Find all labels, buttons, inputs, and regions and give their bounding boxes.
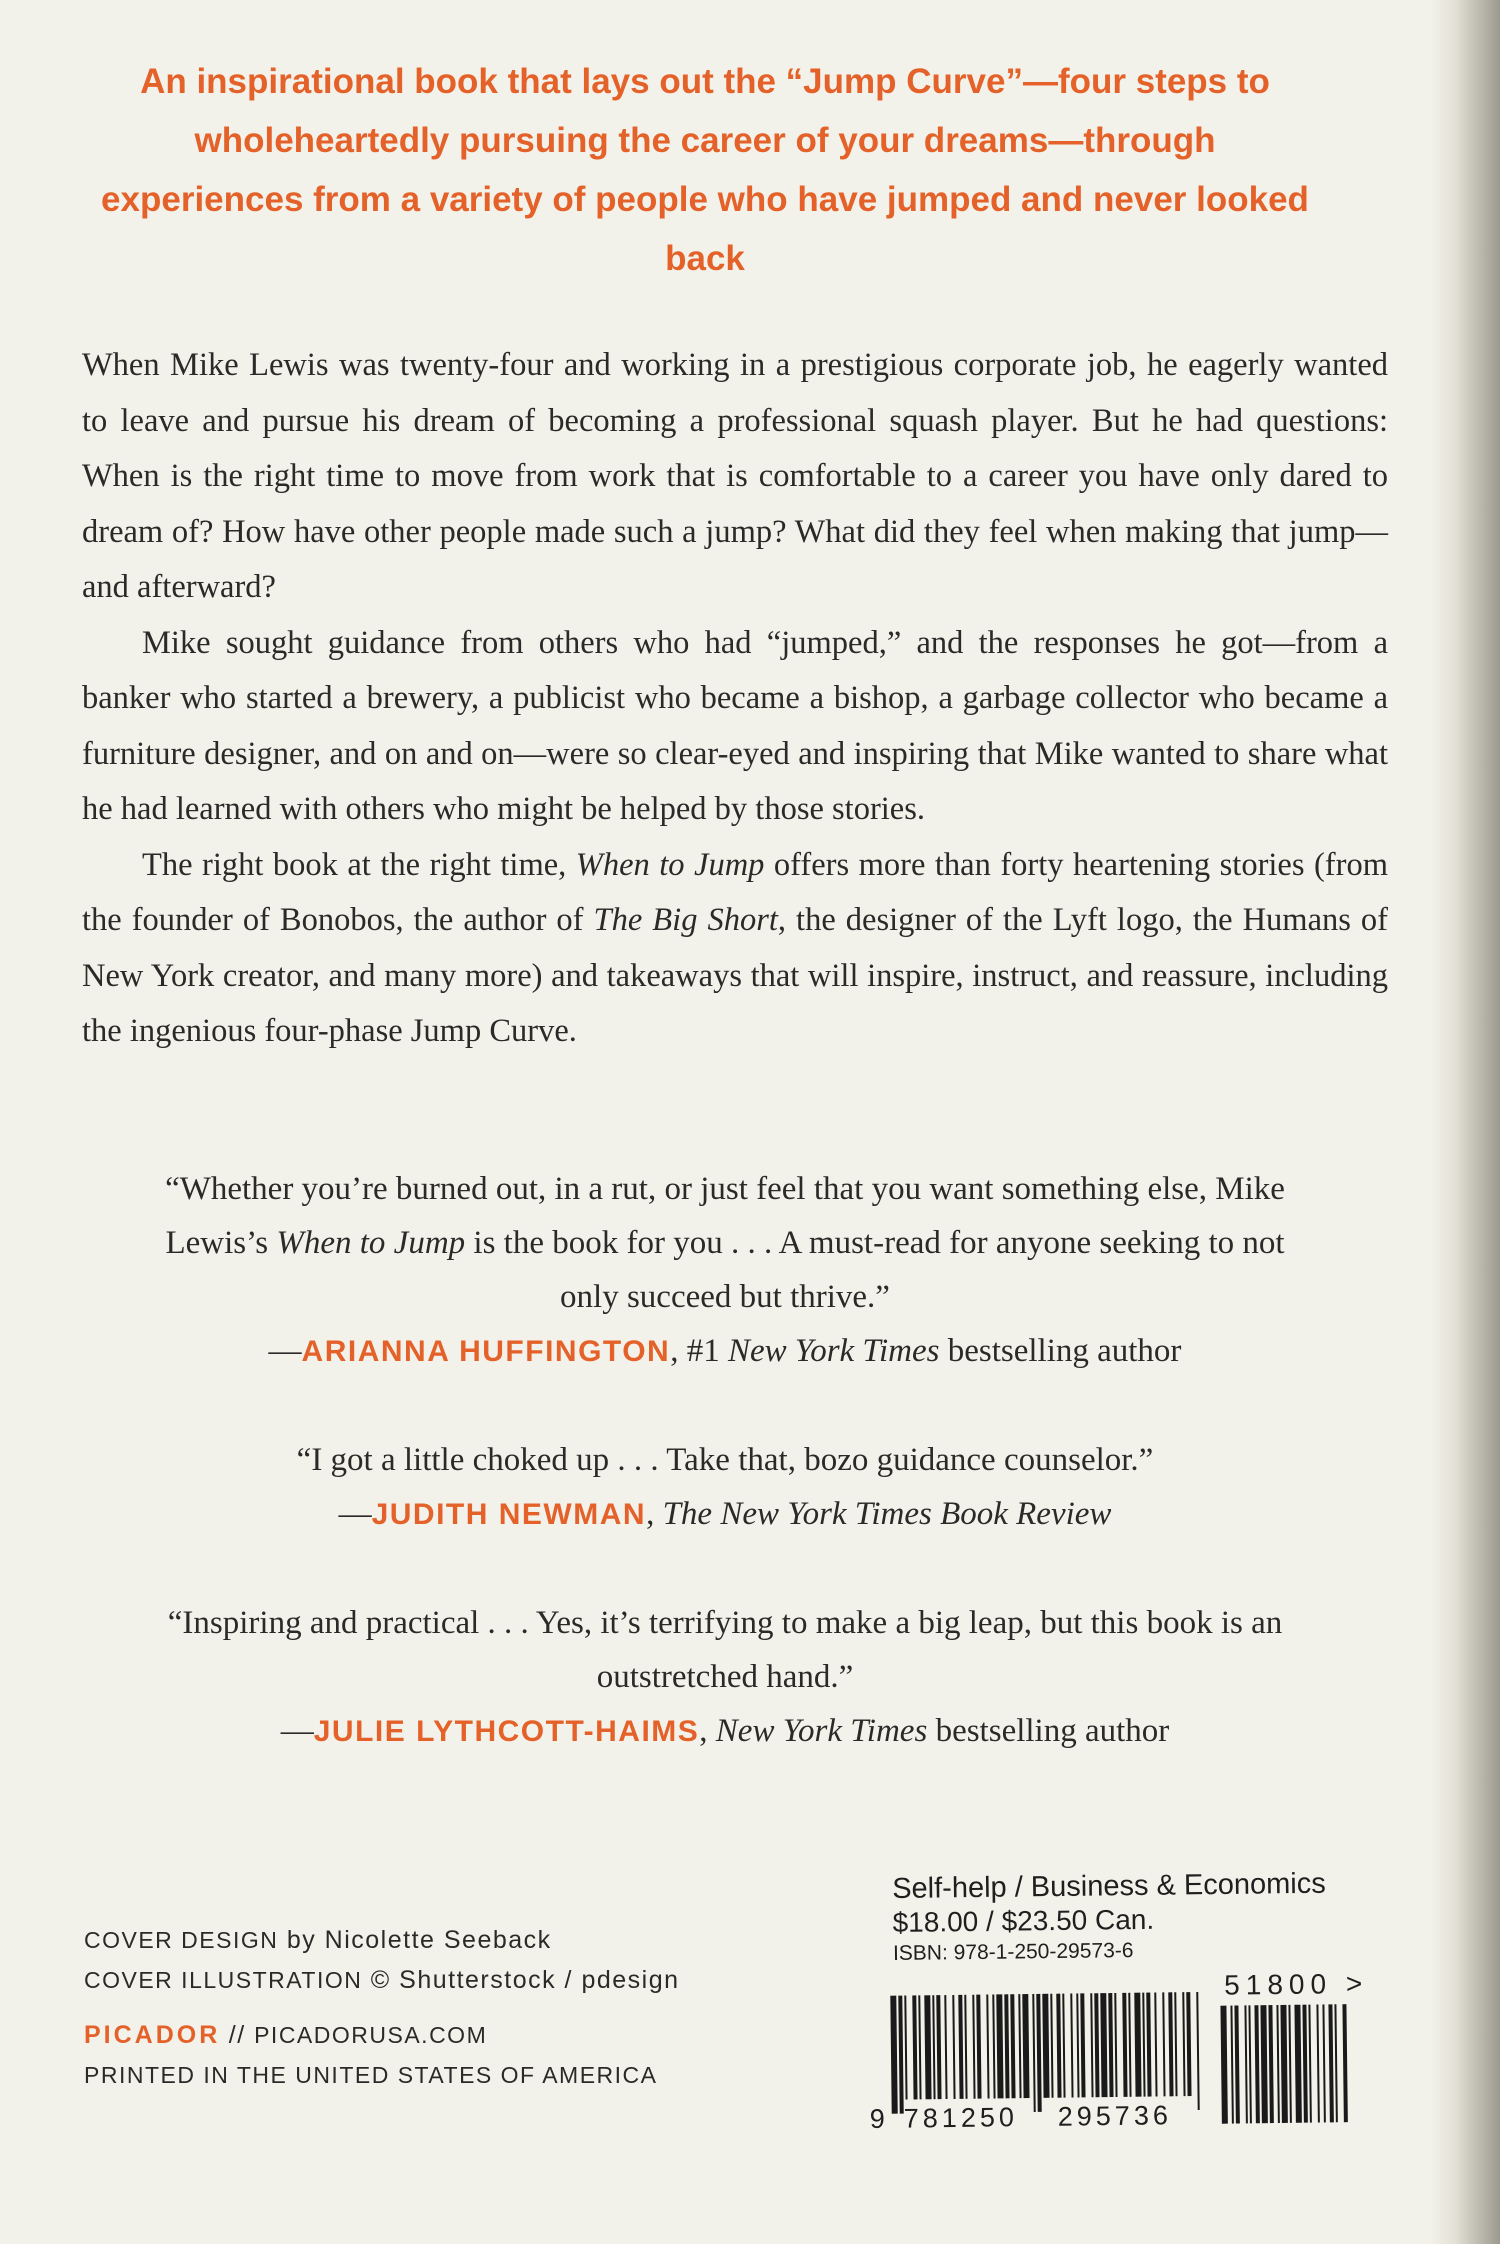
barcode-bar: [1146, 1993, 1151, 2097]
addon-arrow: >: [1345, 1967, 1369, 2000]
barcode-bar: [1050, 1994, 1053, 2098]
cover-illustration-label: COVER ILLUSTRATION: [84, 1967, 363, 1993]
barcode-bar: [898, 1996, 903, 2114]
barcode-right-group: 295736: [1057, 2100, 1173, 2132]
publisher-separator: //: [220, 2021, 255, 2049]
cover-illustration-credit: [84, 1960, 680, 2000]
cover-design-label: COVER DESIGN: [84, 1927, 279, 1953]
barcode-bar: [936, 1995, 941, 2099]
production-credits: [84, 1920, 680, 2095]
addon-barcode-bar: [1328, 2004, 1333, 2122]
barcode-lead-digit: 9: [869, 2103, 890, 2134]
book-description: [82, 338, 1388, 1060]
addon-barcode-bar: [1288, 2005, 1291, 2123]
addon-barcode-bar: [1234, 2005, 1239, 2123]
book-price: $18.00 / $23.50 Can.: [892, 1903, 1155, 1938]
publisher-name: PICADOR: [84, 2021, 221, 2049]
headline-tagline: An inspirational book that lays out the “Jump Curve”—four steps to wholeheartedly pursuing the career of your dreams—through experiences from a variety of people who have jumped and never looked back: [101, 62, 1309, 278]
barcode-bar: [918, 1995, 921, 2099]
barcode-bar: [1168, 1992, 1173, 2096]
blurb-newman: [110, 1433, 1340, 1542]
barcode-bar: [904, 1996, 907, 2100]
barcode-bar: [1076, 1993, 1079, 2097]
isbn-number: ISBN: 978-1-250-29573-6: [892, 1939, 1134, 1965]
addon-barcode-bar: [1294, 2005, 1301, 2123]
barcode-bar: [1182, 1992, 1185, 2096]
barcode-bar: [1056, 1994, 1061, 2098]
addon-barcode-bar: [1268, 2005, 1273, 2123]
description-paragraph-2: Mike sought guidance from others who had “jumped,” and the responses he got—from a banker who started a brewery, a publicist who became a bishop, a garbage collector who became a furniture designer, and on and on—were so clear-eyed and inspiring that Mike wanted to share what he had learned with others who might be helped by those stories.: [82, 624, 1388, 827]
barcode-bar: [1100, 1993, 1107, 2097]
attribution-dash: —: [338, 1496, 372, 1532]
barcode-bar: [1108, 1993, 1113, 2097]
attribution-dash: —: [280, 1713, 314, 1749]
referenced-book-title: The Big Short: [593, 902, 778, 938]
barcode-bar: [952, 1995, 955, 2099]
barcode-bar: [1036, 1994, 1041, 2112]
barcode-bar: [1186, 1992, 1191, 2096]
reviewer-name: JULIE LYTHCOTT-HAIMS: [313, 1715, 700, 1748]
barcode-bar: [1004, 1994, 1009, 2098]
barcode-bar: [1154, 1992, 1157, 2096]
addon-barcode-bar: [1254, 2005, 1259, 2123]
publisher-line: [84, 2015, 680, 2055]
addon-barcode-bar: [1316, 2004, 1319, 2122]
attribution-dash: —: [268, 1333, 302, 1369]
barcode-bar: [1032, 1994, 1035, 2112]
barcode-bar: [1122, 1993, 1127, 2097]
barcode-bar: [986, 1995, 989, 2099]
barcode-bar: [890, 1996, 897, 2114]
addon-barcode-bar: [1302, 2005, 1307, 2123]
cover-design-credit: [84, 1920, 680, 1960]
blurb-quote: [110, 1162, 1340, 1324]
barcode-bar: [958, 1995, 963, 2099]
addon-barcode-bar: [1230, 2006, 1233, 2124]
credential-prefix: ,: [646, 1496, 663, 1532]
cover-illustrator: © Shutterstock / pdesign: [362, 1966, 680, 1994]
blurb-huffington: [110, 1162, 1340, 1379]
barcode-left-group: 781250: [903, 2102, 1019, 2134]
barcode-bar: [1062, 1994, 1065, 2098]
blurb-quote-end: is the book for you . . . A must-read for anyone seeking to not only succeed but thrive.”: [465, 1225, 1285, 1315]
addon-barcode-bar: [1322, 2004, 1325, 2122]
addon-barcode-bar: [1334, 2004, 1337, 2122]
barcode-bar: [964, 1995, 967, 2099]
barcode-bar: [1142, 1993, 1145, 2097]
barcode-bar: [1018, 1994, 1021, 2098]
blurb-quote-text: “Inspiring and practical . . . Yes, it’s terrifying to make a big leap, but this book is an outstretched hand.”: [167, 1605, 1283, 1695]
credential-prefix: ,: [699, 1713, 716, 1749]
barcode-bar: [1128, 1993, 1131, 2097]
barcode-bar: [1162, 1992, 1165, 2096]
barcode-bar: [1196, 1992, 1199, 2110]
cover-designer: by Nicolette Seeback: [278, 1926, 552, 1954]
printed-in-notice: PRINTED IN THE UNITED STATES OF AMERICA: [84, 2062, 658, 2088]
description-paragraph-1: When Mike Lewis was twenty-four and working in a prestigious corporate job, he eagerly wanted to leave and pursue his dream of becoming a professional squash player. But he had questions: When is the right time to move from work that is comfortable to a career you have only dared to dream of? How have other people made such a jump? What did they feel when making that jump—and afterward?: [82, 347, 1388, 605]
addon-barcode-bar: [1276, 2005, 1279, 2123]
barcode-bar: [1114, 1993, 1117, 2097]
price-info: [892, 1867, 1327, 1968]
blurb-attribution: [110, 1487, 1340, 1542]
addon-number: 51800: [1223, 1968, 1333, 2001]
description-p3-start: The right book at the right time,: [142, 846, 576, 883]
barcode-bar: [972, 1995, 975, 2099]
addon-barcode-bar: [1220, 2006, 1227, 2124]
barcode-bar: [944, 1995, 947, 2099]
blurb-quote-title: When to Jump: [276, 1225, 466, 1261]
description-p3-end: , the designer of the Lyft logo, the Humans of New York creator, and many more) and takeaways that will inspire, instruct, and reassure, including the ingenious four-phase Jump Curve.: [82, 902, 1389, 1049]
barcode-bar: [996, 1994, 1003, 2098]
barcode-bar: [1174, 1992, 1177, 2096]
credential-suffix: bestselling author: [939, 1333, 1182, 1369]
description-paragraph-3: [82, 838, 1388, 1060]
barcode-bar: [912, 1995, 917, 2099]
credential-publication: New York Times: [727, 1333, 940, 1369]
barcode-bar: [1042, 1994, 1049, 2098]
addon-barcode-bar: [1244, 2005, 1247, 2123]
credential-publication: The New York Times Book Review: [662, 1496, 1112, 1532]
blurb-attribution: [110, 1324, 1340, 1379]
book-category: Self-help / Business & Economics: [892, 1867, 1326, 1905]
barcode-bar: [976, 1995, 981, 2099]
reviewer-name: JUDITH NEWMAN: [371, 1498, 647, 1531]
isbn-barcode: [868, 1966, 1382, 2144]
credential-publication: New York Times: [715, 1713, 928, 1749]
barcode-bar: [1094, 1993, 1099, 2097]
addon-barcode-bar: [1248, 2005, 1251, 2123]
blurb-quote: “I got a little choked up . . . Take that, bozo guidance counselor.”: [296, 1442, 1154, 1478]
blurb-lythcott-haims: [110, 1596, 1340, 1759]
credential-suffix: bestselling author: [927, 1713, 1170, 1749]
barcode-addon-digits: [1224, 1968, 1368, 2002]
spine-edge-shadow: [1430, 0, 1500, 2244]
barcode-bar: [1080, 1993, 1085, 2097]
barcode-bar: [932, 1995, 935, 2099]
publisher-website: PICADORUSA.COM: [254, 2022, 488, 2048]
addon-barcode-bar: [1280, 2005, 1287, 2123]
barcode-bar: [992, 1994, 995, 2098]
barcode-bar: [924, 1995, 931, 2099]
reviewer-name: ARIANNA HUFFINGTON: [301, 1335, 671, 1368]
blurb-quote-start: “Whether you’re burned out, in a rut, or just feel that you want something else, Mike Lewis’s: [165, 1171, 1285, 1261]
barcode-bar: [1010, 1994, 1015, 2098]
addon-barcode-bar: [1308, 2005, 1311, 2123]
book-title-italic: When to Jump: [575, 846, 765, 883]
barcode-bar: [1022, 1994, 1029, 2098]
addon-barcode-bar: [1260, 2005, 1267, 2123]
barcode-bar: [1090, 1993, 1093, 2097]
barcode-bar: [1070, 1994, 1073, 2098]
description-p3-mid: offers more than forty heartening stories (from the founder of Bonobos, the author of: [82, 846, 1388, 938]
credential-prefix: , #1: [670, 1333, 728, 1369]
barcode-bar: [1134, 1993, 1141, 2097]
addon-barcode-bar: [1342, 2004, 1347, 2122]
blurb-quote: [110, 1596, 1340, 1704]
blurb-attribution: [110, 1704, 1340, 1759]
